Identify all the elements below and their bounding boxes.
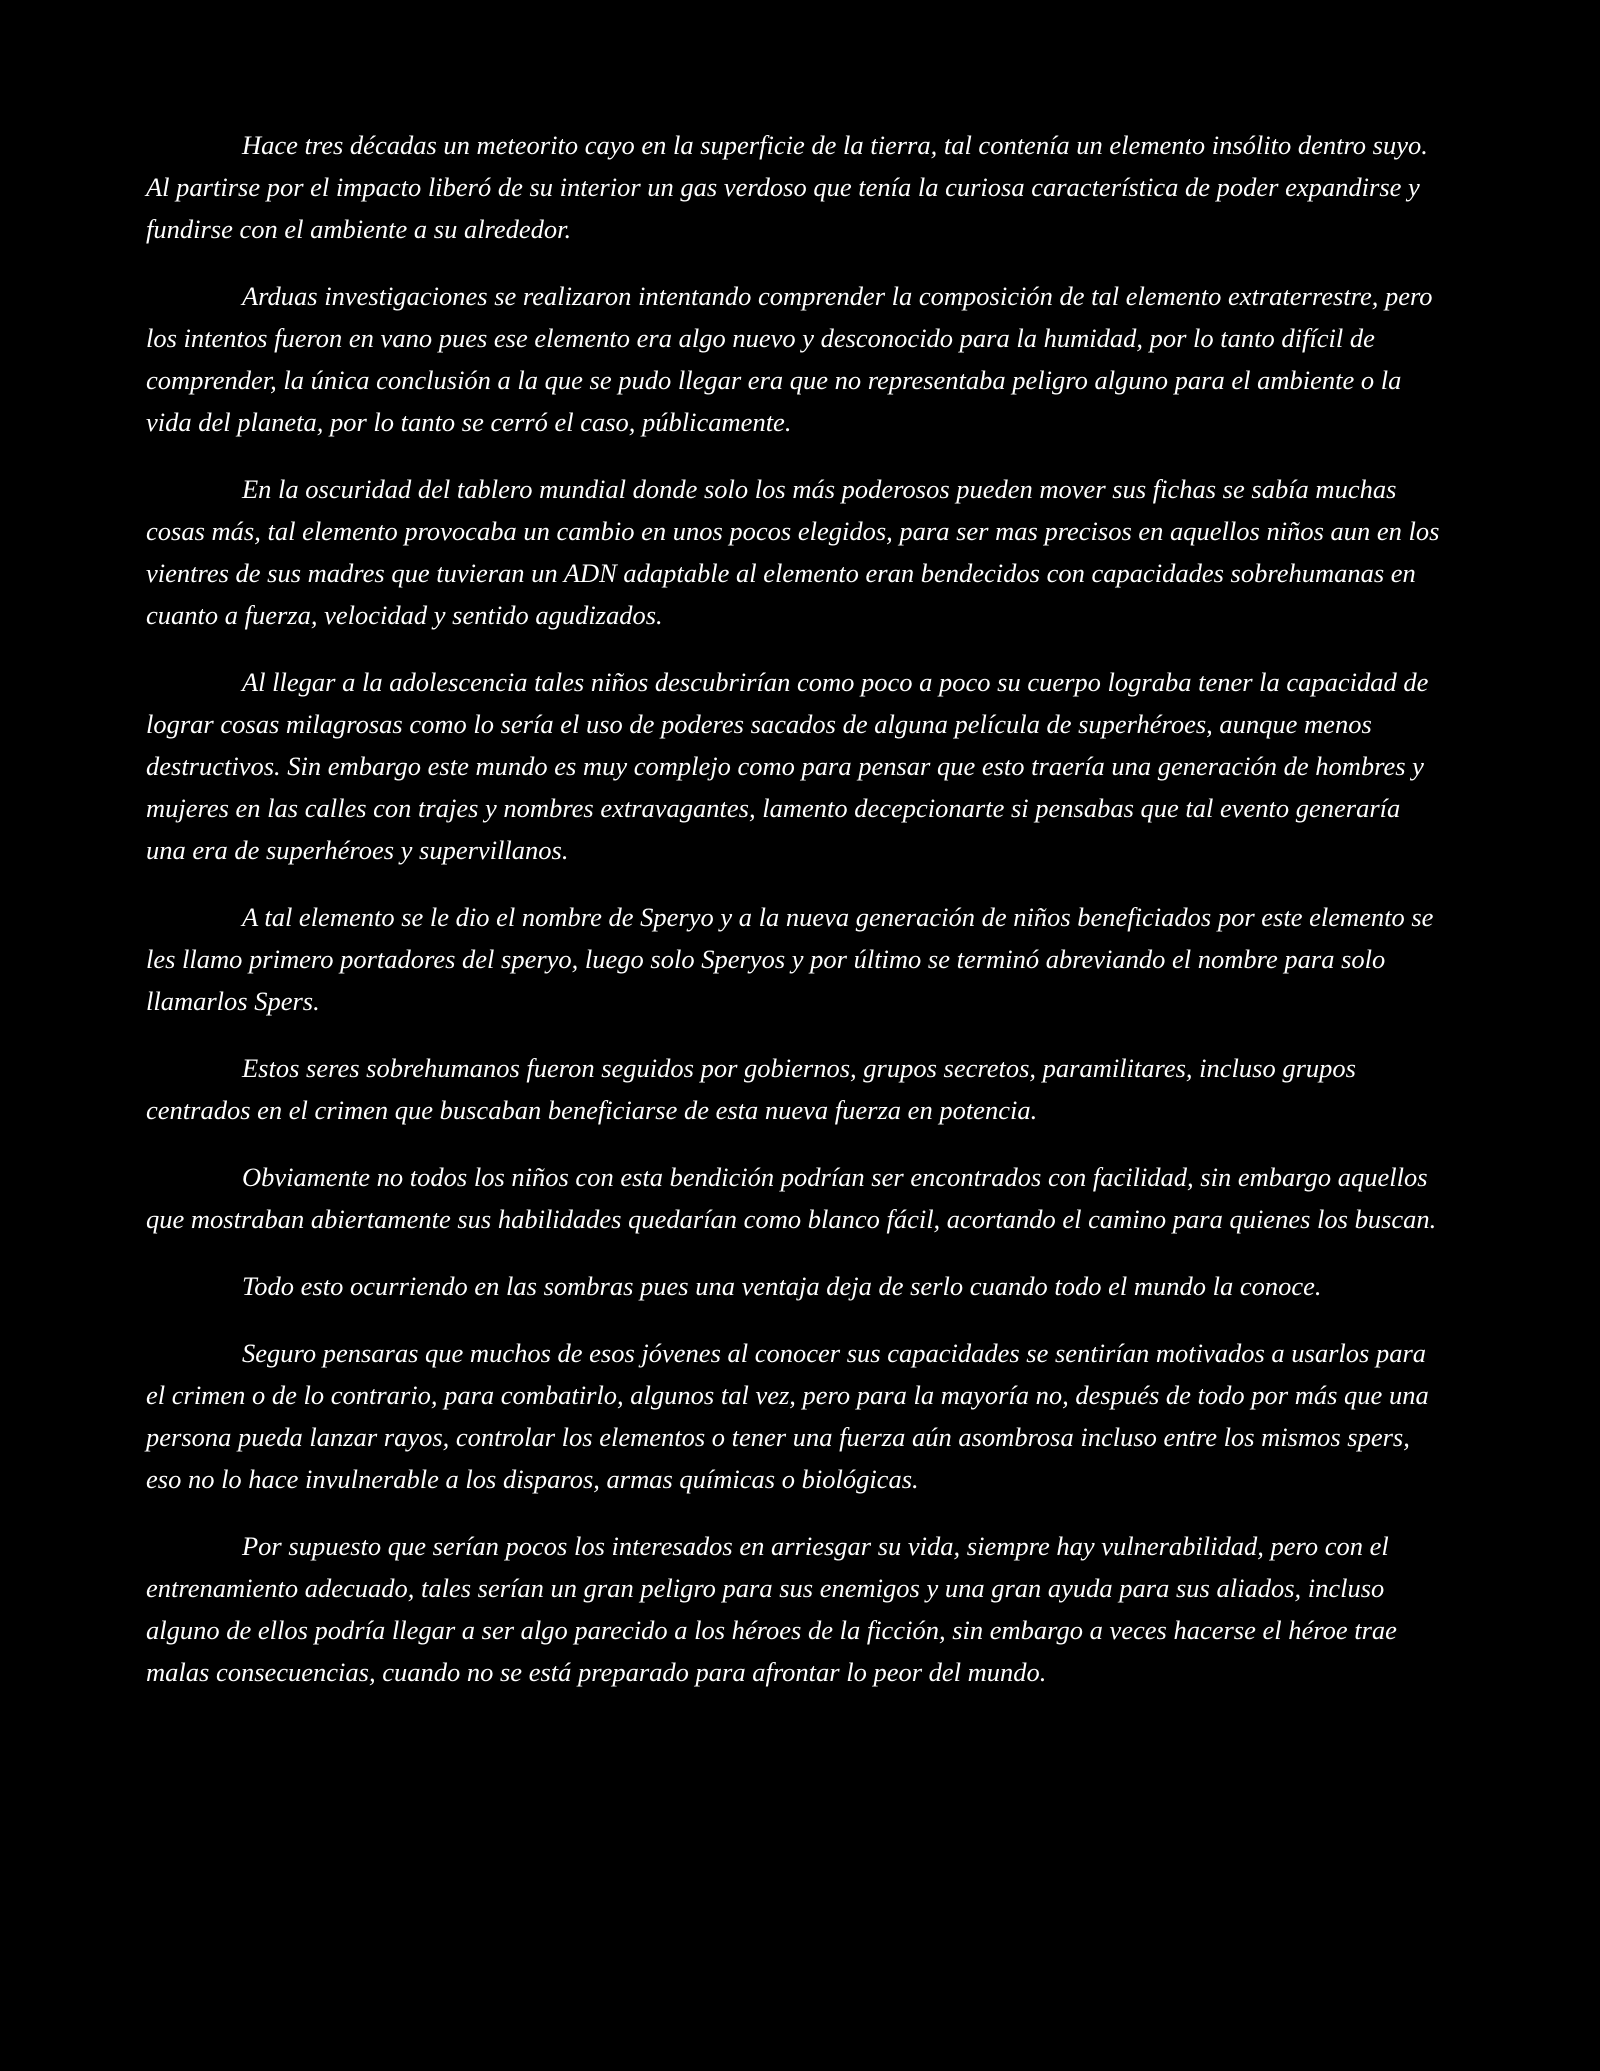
paragraph-10: Por supuesto que serían pocos los interesados en arriesgar su vida, siempre hay vulnerabilidad, pero con el entrenamiento adecuado, tales serían un gran peligro para sus enemigos y una gran ayuda para sus aliados, incluso alguno de ellos podría llegar a ser algo parecido a los héroes de la ficción, sin embargo a veces hacerse el héroe trae malas consecuencias, cuando no se está preparado para afrontar lo peor del mundo. xyxy=(146,1531,1397,1687)
paragraph-5: A tal elemento se le dio el nombre de Speryo y a la nueva generación de niños beneficiados por este elemento se les llamo primero portadores del speryo, luego solo Speryos y por último se terminó abreviando el nombre para solo llamarlos Spers. xyxy=(146,902,1434,1016)
document-page xyxy=(146,124,1446,1718)
paragraph-4: Al llegar a la adolescencia tales niños descubrirían como poco a poco su cuerpo lograba tener la capacidad de lograr cosas milagrosas como lo sería el uso de poderes sacados de alguna película de superhéroes, aunque menos destructivos. Sin embargo este mundo es muy complejo como para pensar que esto traería una generación de hombres y mujeres en las calles con trajes y nombres extravagantes, lamento decepcionarte si pensabas que tal evento generaría una era de superhéroes y supervillanos. xyxy=(146,667,1429,865)
paragraph-7: Obviamente no todos los niños con esta bendición podrían ser encontrados con facilidad, sin embargo aquellos que mostraban abiertamente sus habilidades quedarían como blanco fácil, acortando el camino para quienes los buscan. xyxy=(146,1162,1437,1234)
paragraph-9: Seguro pensaras que muchos de esos jóvenes al conocer sus capacidades se sentirían motivados a usarlos para el crimen o de lo contrario, para combatirlo, algunos tal vez, pero para la mayoría no, después de todo por más que una persona pueda lanzar rayos, controlar los elementos o tener una fuerza aún asombrosa incluso entre los mismos spers, eso no lo hace invulnerable a los disparos, armas químicas o biológicas. xyxy=(146,1338,1429,1494)
paragraph-1: Hace tres décadas un meteorito cayo en la superficie de la tierra, tal contenía un elemento insólito dentro suyo. Al partirse por el impacto liberó de su interior un gas verdoso que tenía la curiosa característica de poder expandirse y fundirse con el ambiente a su alrededor. xyxy=(146,130,1428,244)
paragraph-3: En la oscuridad del tablero mundial donde solo los más poderosos pueden mover sus fichas se sabía muchas cosas más, tal elemento provocaba un cambio en unos pocos elegidos, para ser mas precisos en aquellos niños aun en los vientres de sus madres que tuvieran un ADN adaptable al elemento eran bendecidos con capacidades sobrehumanas en cuanto a fuerza, velocidad y sentido agudizados. xyxy=(146,474,1440,630)
paragraph-8: Todo esto ocurriendo en las sombras pues una ventaja deja de serlo cuando todo el mundo la conoce. xyxy=(242,1271,1322,1301)
paragraph-2: Arduas investigaciones se realizaron intentando comprender la composición de tal elemento extraterrestre, pero los intentos fueron en vano pues ese elemento era algo nuevo y desconocido para la humidad, por lo tanto difícil de comprender, la única conclusión a la que se pudo llegar era que no representaba peligro alguno para el ambiente o la vida del planeta, por lo tanto se cerró el caso, públicamente. xyxy=(146,281,1433,437)
paragraph-6: Estos seres sobrehumanos fueron seguidos por gobiernos, grupos secretos, paramilitares, incluso grupos centrados en el crimen que buscaban beneficiarse de esta nueva fuerza en potencia. xyxy=(146,1053,1356,1125)
